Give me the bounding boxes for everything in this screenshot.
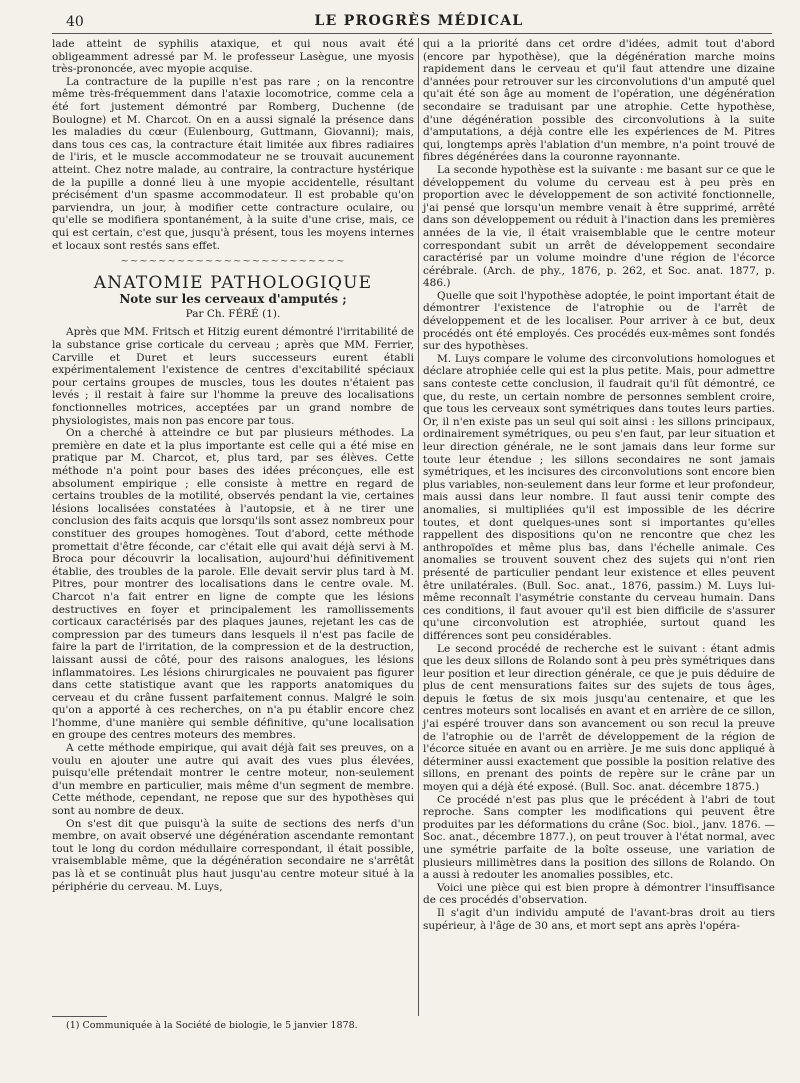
paragraph: Ce procédé n'est pas plus que le précédent à l'abri de tout reproche. Sans compter les modifications qui peuvent être produites par les déformations du crâne (Soc. biol., janv. 1876. — Soc. anat., décembre 1877.), on peut trouver à l'état normal, avec une symétrie parfaite de la boîte osseuse, une variation de plusieurs millimètres dans la position des sillons de Rolando. On a aussi à redouter les anomalies possibles, etc. <box>423 793 775 882</box>
paragraph: A cette méthode empirique, qui avait déjà fait ses preuves, on a voulu en ajouter une autre qui avait des vues plus élevées, puisqu'elle prétendait montrer le centre moteur, non-seulement d'un membre en particulier, mais même d'un segment de membre. Cette méthode, cependant, ne repose que sur des hypothèses qui sont au nombre de deux. <box>52 742 414 818</box>
paragraph: On a cherché à atteindre ce but par plusieurs méthodes. La première en date et la plus importante est celle qui a été mise en pratique par M. Charcot, et, plus tard, par ses élèves. Cette méthode n'a point pour bases des idées préconçues, elle est absolument empirique ; elle consiste à mettre en regard de certains troubles de la motilité, observés pendant la vie, certaines lésions localisées constatées à l'autopsie, et à ne tirer une conclusion des faits acquis que lorsqu'ils sont assez nombreux pour constituer des groupes homogènes. Tout d'abord, cette méthode promettait d'être féconde, car c'était elle qui avait déjà servi à M. Broca pour découvrir la localisation, aujourd'hui définitivement établie, des troubles de la parole. Elle devait servir plus tard à M. Pitres, pour montrer des localisations dans le centre ovale. M. Charcot n'a fait entrer en ligne de compte que les lésions destructives en foyer et principalement les ramollissements corticaux caractérisés par des plaques jaunes, rejetant les cas de compression par des tumeurs dans lesquels il n'est pas facile de faire la part de l'irritation, de la compression et de la destruction, laissant aussi de côté, pour des raisons analogues, les lésions inflammatoires. Les lésions chirurgicales ne pouvaient pas figurer dans cette statistique avant que les rapports anatomiques du cerveau et du crâne fussent parfaitement connus. Malgré le soin qu'on a apporté à ces recherches, on n'a pu établir encore chez l'homme, d'une manière qui semble définitive, qu'une localisation en groupe des centres moteurs des membres. <box>52 427 414 742</box>
paragraph: qui a la priorité dans cet ordre d'idées, admit tout d'abord (encore par hypothèse), que la dégénération marche moins rapidement dans le cerveau et qu'il faut attendre une dizaine d'années pour retrouver sur les circonvolutions d'un amputé quel qu'ait été son âge au moment de l'opération, une dégénération secondaire se traduisant par une atrophie. Cette hypothèse, d'une dégénération possible des circonvolutions à la suite d'amputations, a déjà contre elle les expériences de M. Pitres qui, longtemps après l'ablation d'un membre, n'a point trouvé de fibres dégénérées dans la couronne rayonnante. <box>423 38 775 164</box>
article-title: Note sur les cerveaux d'amputés ; <box>119 292 347 307</box>
paragraph: lade atteint de syphilis ataxique, et qui nous avait été obligeamment adressé par M. le professeur Lasègue, une myosis très-prononcée, avec myopie acquise. <box>52 38 414 76</box>
left-column <box>52 38 414 893</box>
header-rule <box>52 33 772 34</box>
paragraph: On s'est dit que puisqu'à la suite de sections des nerfs d'un membre, on avait observé une dégénération ascendante remontant tout le long du cordon médullaire correspondant, il était possible, vraisemblable même, que la dégénération secondaire ne s'arrêtât pas là et se continuât plus haut jusqu'au centre moteur situé à la périphérie du cerveau. M. Luys, <box>52 817 414 893</box>
article-author: Par Ch. FÉRÉ (1). <box>185 307 281 320</box>
journal-title: LE PROGRÈS MÉDICAL <box>314 13 524 29</box>
paragraph: M. Luys compare le volume des circonvolutions homologues et déclare atrophiée celle qui est la plus petite. Mais, pour admettre sans conteste cette conclusion, il faudrait qu'il fût démontré, ce que, du reste, un certain nombre de personnes semblent croire, que tous les cerveaux sont symétriques dans toutes leurs parties. Or, il n'en existe pas un seul qui soit ainsi : les sillons principaux, ordinairement symétriques, ou peu s'en faut, par leur situation et leur direction générale, ne le sont jamais dans leur forme sur toute leur étendue ; les sillons secondaires ne sont jamais symétriques, et les incisures des circonvolutions sont encore bien plus variables, non-seulement dans leur forme et leur profondeur, mais aussi dans leur nombre. Il faut aussi tenir compte des anomalies, si multipliées qu'il est impossible de les décrire toutes, et dont quelques-unes sont si importantes qu'elles rappellent des dispositions qu'on ne rencontre que chez les anthropoïdes et même plus bas, dans l'échelle animale. Ces anomalies se trouvent souvent chez des sujets qui n'ont rien présenté de particulier pendant leur existence et elles peuvent être unilatérales. (Bull. Soc. anat., 1876, passim.) M. Luys lui-même reconnaît l'asymétrie constante du cerveau humain. Dans ces conditions, il faut avouer qu'il est bien difficile de s'assurer qu'une circonvolution est atrophiée, surtout quand les différences sont peu considérables. <box>423 352 775 642</box>
page-header <box>66 10 772 34</box>
paragraph: La seconde hypothèse est la suivante : me basant sur ce que le développement du volume du cerveau est à peu près en proportion avec le développement de son activité fonctionnelle, j'ai pensé que lorsqu'un membre venait à être supprimé, arrêté dans son développement ou réduit à l'inaction dans les premières années de la vie, il était vraisemblable que le centre moteur correspondant subit un arrêt de développement secondaire caractérisé par un volume moindre d'une région de l'écorce cérébrale. (Arch. de phy., 1876, p. 262, et Soc. anat. 1877, p. 486.) <box>423 163 775 290</box>
paragraph: Le second procédé de recherche est le suivant : étant admis que les deux sillons de Rolando sont à peu près symétriques dans leur position et leur direction générale, ce que je puis déduire de plus de cent mensurations faites sur des sujets de tous âges, depuis le fœtus de six mois jusqu'au centenaire, et que les centres moteurs sont localisés en avant et en arrière de ce sillon, j'ai espéré trouver dans son avancement ou son recul la preuve de l'atrophie ou de l'arrêt de développement de la région de l'écorce située en avant ou en arrière. Je me suis donc appliqué à déterminer aussi exactement que possible la position relative des sillons, en prenant des points de repère sur le crâne par un moyen qui a déjà été exposé. (Bull. Soc. anat. décembre 1875.) <box>423 642 775 794</box>
paragraph: Voici une pièce qui est bien propre à démontrer l'insuffisance de ces procédés d'observation. <box>423 881 775 907</box>
footnote-rule <box>52 1016 107 1017</box>
page-number: 40 <box>66 14 84 30</box>
footnote: (1) Communiquée à la Société de biologie, le 5 janvier 1878. <box>66 1020 358 1031</box>
paragraph: Quelle que soit l'hypothèse adoptée, le point important était de démontrer l'existence de l'atrophie ou de l'arrêt de développement et de les localiser. Pour arriver à ce but, deux procédés ont été employés. Ces procédés eux-mêmes sont fondés sur des hypothèses. <box>423 289 775 353</box>
paragraph: La contracture de la pupille n'est pas rare ; on la rencontre même très-fréquemment dans l'ataxie locomotrice, comme cela a été fort justement démontré par Romberg, Duchenne (de Boulogne) et M. Charcot. On en a aussi signalé la présence dans les maladies du cœur (Eulenbourg, Guttmann, Giovanni); mais, dans tous ces cas, la contracture était limitée aux fibres radiaires de l'iris, et le muscle accommodateur ne se trouvait aucunement atteint. Chez notre malade, au contraire, la contracture hystérique de la pupille a donné lieu à une myopie accidentelle, résultant précisément d'un spasme accommodateur. Il est probable qu'on parviendra, un jour, à modifier cette contracture oculaire, ou qu'elle se modifiera spontanément, à la suite d'une crise, mais, ce qui est certain, c'est que, jusqu'à présent, tous les moyens internes et locaux sont restés sans effet. <box>52 75 414 252</box>
column-divider <box>418 38 419 1016</box>
paragraph: Après que MM. Fritsch et Hitzig eurent démontré l'irritabilité de la substance grise corticale du cerveau ; après que MM. Ferrier, Carville et Duret et leurs successeurs eurent établi expérimentalement l'existence de centres d'excitabilité spéciaux pour certains groupes de muscles, tous les doutes n'étaient pas levés ; il restait à faire sur l'homme la preuve des localisations fonctionnelles motrices, acceptées par un grand nombre de physiologistes, mais non pas encore par tous. <box>52 326 414 427</box>
section-ornament: ~~~~~~~~~~~~~~~~~~~~~~~~ <box>120 256 346 268</box>
section-title: ANATOMIE PATHOLOGIQUE <box>93 272 373 293</box>
right-column <box>423 38 775 932</box>
paragraph: Il s'agit d'un individu amputé de l'avant-bras droit au tiers supérieur, à l'âge de 30 ans, et mort sept ans après l'opéra- <box>423 906 775 932</box>
